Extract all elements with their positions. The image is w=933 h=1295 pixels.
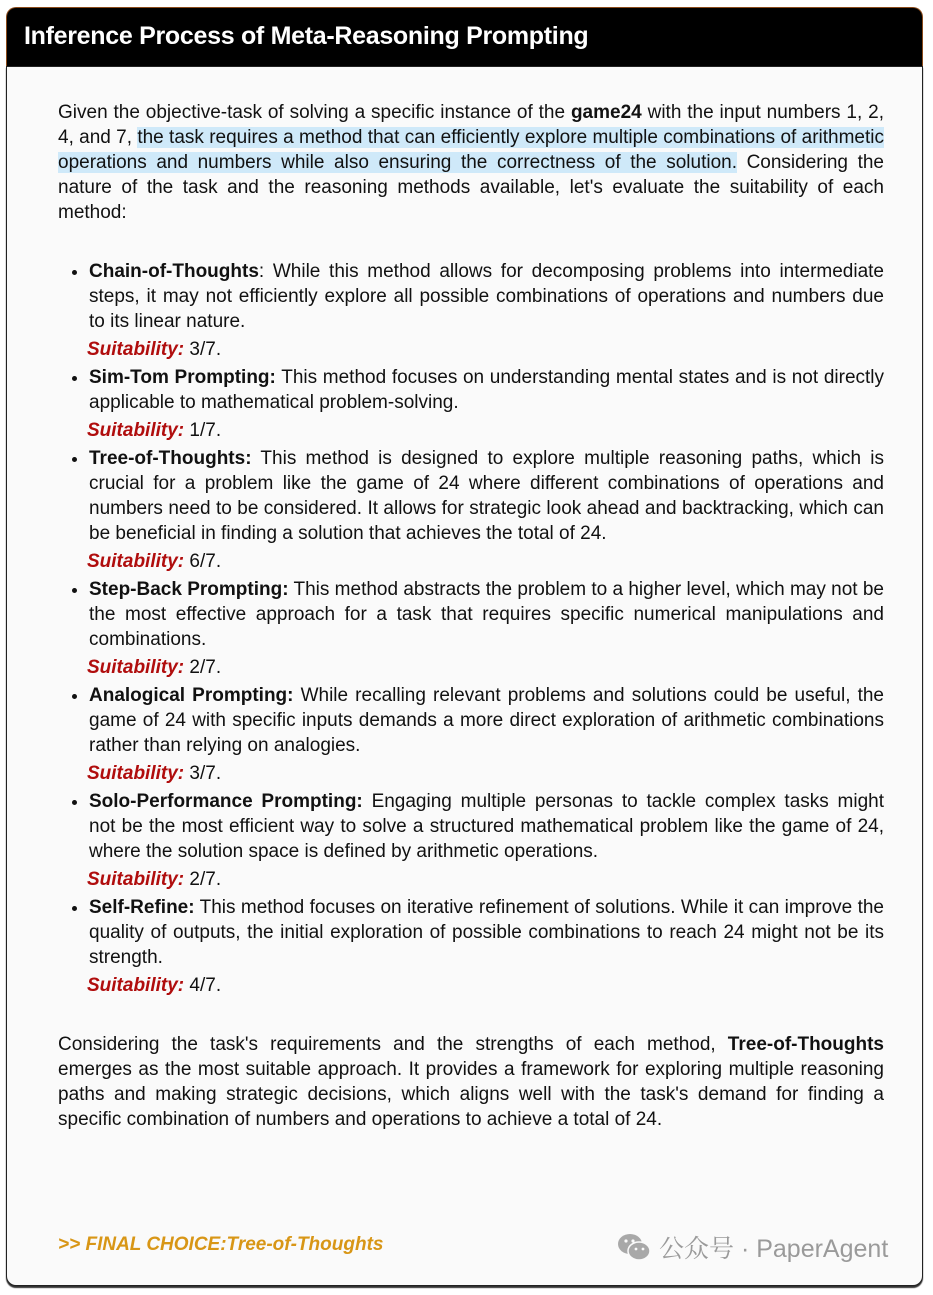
- method-name: Step-Back Prompting:: [89, 579, 289, 600]
- method-sep: [293, 685, 300, 706]
- conclusion-text: Considering the task's requirements and the strengths of each method,: [58, 1034, 728, 1055]
- suitability-line: [87, 655, 884, 680]
- method-name: Chain-of-Thoughts: [89, 261, 259, 282]
- suitability-label: Suitability:: [87, 420, 185, 441]
- suitability-label: Suitability:: [87, 657, 185, 678]
- methods-list: [58, 259, 884, 998]
- method-text: While this method allows for decomposing problems into intermediate steps, it may not efficiently explore all possible combinations of operations and numbers due to its linear nature.: [89, 261, 884, 332]
- method-text: This method focuses on iterative refinement of solutions. While it can improve the quality of outputs, the initial exploration of possible combinations to reach 24 might not be its strength.: [89, 897, 884, 968]
- intro-paragraph: [58, 100, 884, 225]
- suitability-score: 2/7.: [189, 657, 222, 678]
- method-item: [89, 577, 884, 680]
- intro-text: Considering the nature of the task and the reasoning methods available, let's evaluate the suitability of each method:: [58, 152, 884, 223]
- suitability-line: [87, 761, 884, 786]
- method-item: [89, 365, 884, 443]
- watermark-text: 公众号 · PaperAgent: [659, 1235, 889, 1263]
- suitability-line: [87, 549, 884, 574]
- method-text: While recalling relevant problems and solutions could be useful, the game of 24 with specific inputs demands a more direct exploration of arithmetic combinations rather than relying on analogies.: [89, 685, 884, 756]
- intro-text: Given the objective-task of solving a specific instance of the: [58, 102, 571, 123]
- content: [58, 100, 884, 1132]
- suitability-score: 2/7.: [189, 869, 222, 890]
- final-choice: >> FINAL CHOICE:Tree-of-Thoughts: [58, 1234, 384, 1255]
- suitability-label: Suitability:: [87, 551, 185, 572]
- suitability-label: Suitability:: [87, 869, 185, 890]
- intro-text: with the input numbers 1, 2, 4, and 7,: [58, 102, 885, 148]
- conclusion-bold: Tree-of-Thoughts: [727, 1034, 884, 1055]
- method-item: [89, 895, 884, 998]
- method-item: [89, 259, 884, 362]
- method-text: This method is designed to explore multiple reasoning paths, which is crucial for a problem like the game of 24 where different combinations of operations and numbers need to be considered. It allows for strategic look ahead and backtracking, which can be beneficial in finding a solution that achieves the total of 24.: [89, 448, 884, 544]
- method-item: [89, 683, 884, 786]
- method-name: Solo-Performance Prompting:: [89, 791, 363, 812]
- card-body: [6, 66, 923, 1286]
- suitability-label: Suitability:: [87, 339, 185, 360]
- suitability-score: 4/7.: [189, 975, 222, 996]
- conclusion-paragraph: [58, 1032, 884, 1132]
- method-name: Sim-Tom Prompting:: [89, 367, 276, 388]
- method-name: Self-Refine:: [89, 897, 195, 918]
- method-text: Engaging multiple personas to tackle complex tasks might not be the most efficient way to solve a structured mathematical problem like the game of 24, where the solution space is defined by arithmetic operations.: [89, 791, 885, 862]
- card-header: [6, 7, 923, 66]
- wechat-icon: [617, 1232, 651, 1262]
- suitability-label: Suitability:: [87, 975, 185, 996]
- method-item: [89, 789, 884, 892]
- suitability-line: [87, 867, 884, 892]
- conclusion-text: emerges as the most suitable approach. It provides a framework for exploring multiple reasoning paths and making strategic decisions, which aligns well with the task's demand for finding a specific combination of numbers and operations to achieve a total of 24.: [58, 1059, 884, 1130]
- suitability-score: 1/7.: [189, 420, 222, 441]
- suitability-line: [87, 418, 884, 443]
- method-sep: [363, 791, 372, 812]
- intro-highlight: the task requires a method that can efficiently explore multiple combinations of arithmetic operations and numbers while also ensuring the correctness of the solution.: [58, 127, 884, 173]
- suitability-line: [87, 337, 884, 362]
- suitability-score: 6/7.: [189, 551, 222, 572]
- suitability-score: 3/7.: [189, 339, 222, 360]
- method-text: This method abstracts the problem to a higher level, which may not be the most effective approach for a task that requires specific numerical manipulations and combinations.: [89, 579, 884, 650]
- suitability-score: 3/7.: [189, 763, 222, 784]
- watermark: [617, 1229, 888, 1265]
- method-item: [89, 446, 884, 574]
- inference-card: [6, 7, 923, 1286]
- method-text: This method focuses on understanding mental states and is not directly applicable to mathematical problem-solving.: [89, 367, 885, 413]
- method-sep: :: [258, 261, 273, 282]
- intro-bold: game24: [570, 102, 642, 123]
- suitability-line: [87, 973, 884, 998]
- method-name: Analogical Prompting:: [89, 685, 294, 706]
- suitability-label: Suitability:: [87, 763, 185, 784]
- card-title: Inference Process of Meta-Reasoning Prompting: [24, 22, 589, 50]
- method-name: Tree-of-Thoughts:: [89, 448, 252, 469]
